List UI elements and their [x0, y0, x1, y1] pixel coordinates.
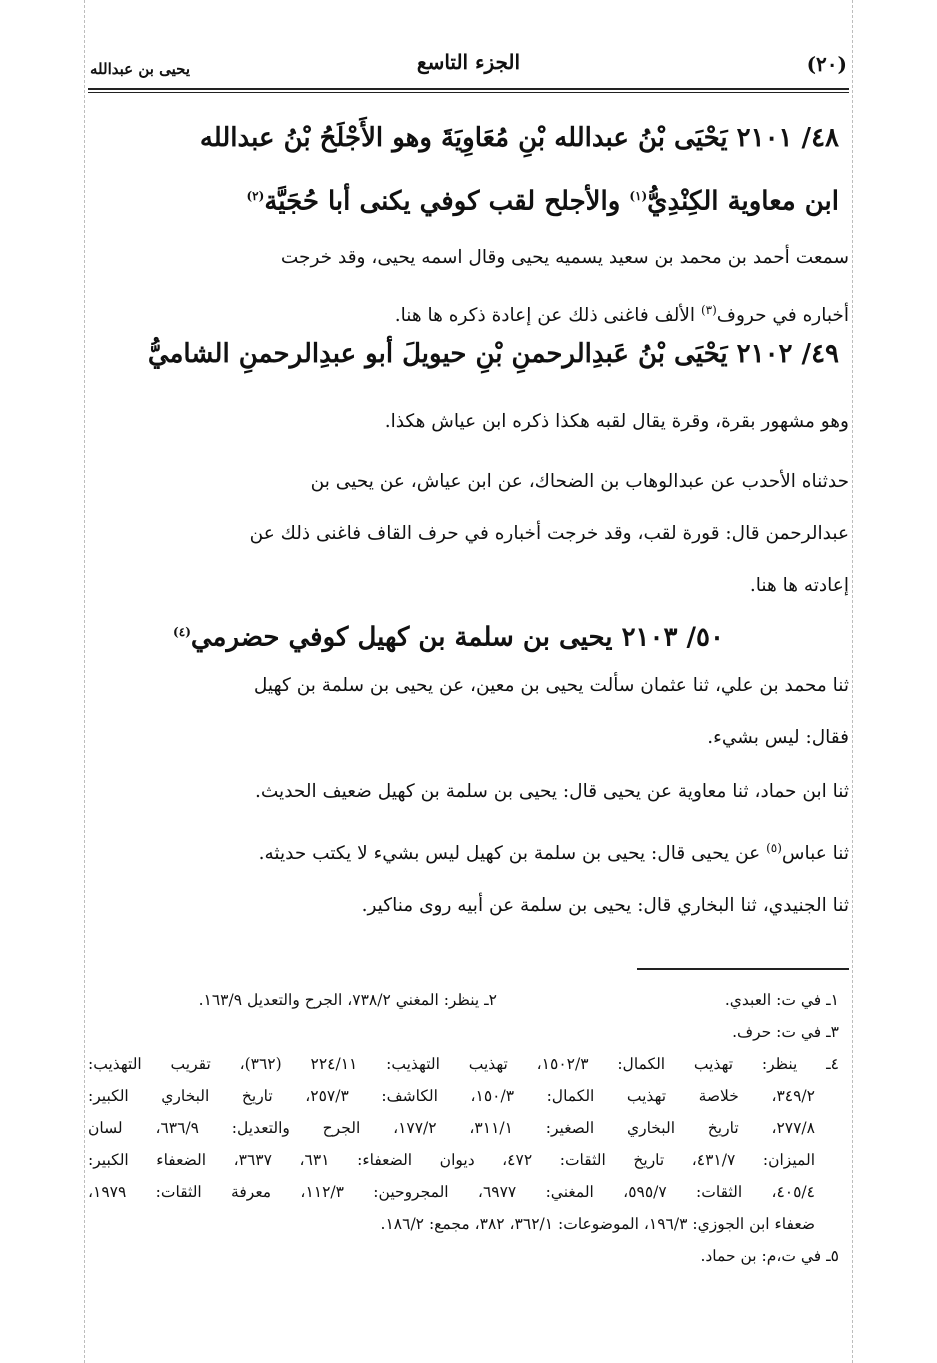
entry-title-49: ٤٩/ ٢١٠٢ يَحْيَى بْنُ عَبدِالرحمنِ بْنِ حيويلَ أبو عبدِالرحمنِ الشاميُّ — [147, 339, 839, 369]
entry-title-48-line1: ٤٨/ ٢١٠١ يَحْيَى بْنُ عبدالله بْنِ مُعَاوِيَةَ وهو الأَجْلَحُ بْنُ عبدالله — [199, 123, 839, 153]
footnote-row-3 — [88, 1016, 849, 1048]
footnote-5: ٥ـ في ت،م: بن حماد. — [700, 1247, 839, 1265]
header-rule-thin — [88, 92, 849, 93]
page-number: (٢٠) — [806, 52, 847, 76]
paragraph-line: عبدالرحمن قال: قورة لقب، وقد خرجت أخباره في حرف القاف فاغنى ذلك عن — [249, 523, 849, 544]
paragraph-line: سمعت أحمد بن محمد بن سعيد يسميه يحيى وقال اسمه يحيى، وقد خرجت — [280, 247, 849, 268]
entry-title-50-text: ٥٠/ ٢١٠٣ يحيى بن سلمة بن كهيل كوفي حضرمي — [190, 622, 724, 653]
footnote-ref-2[interactable]: (٢) — [246, 189, 265, 203]
entry-title-48-line2 — [88, 166, 839, 232]
footnote-4-line: ٣٤٩/٢، خلاصة تهذيب الكمال: ١٥٠/٣، الكاشف: ٢٥٧/٣، تاريخ البخاري الكبير: — [88, 1087, 815, 1105]
entry-title-48-text-rest: والأجلح لقب كوفي يكنى أبا حُجَيَّة — [264, 186, 630, 217]
footnotes — [88, 984, 849, 1272]
footnote-3: ٣ـ في ت: حرف. — [732, 1023, 839, 1041]
footnote-4-line: ٤٠٥/٤، الثقات: ٥٩٥/٧، المغني: ٦٩٧٧، المجروحين: ١١٢/٣، معرفة الثقات: ١٩٧٩، — [88, 1183, 815, 1201]
scan-margin-line-right — [852, 0, 853, 1363]
entry-50-paragraph-2 — [88, 766, 849, 818]
paragraph-text: الألف فاغنى ذلك عن إعادة ذكره ها هنا. — [394, 305, 701, 327]
paragraph-line — [88, 822, 849, 880]
footnote-row-1-2 — [88, 984, 849, 1016]
scan-margin-line-left — [84, 0, 85, 1363]
header-rule — [88, 88, 849, 90]
entry-title-50 — [88, 602, 809, 668]
entry-title-48-text: ابن معاوية الكِنْدِيُّ — [647, 186, 839, 217]
paragraph-line: وهو مشهور بقرة، وقرة يقال لقبه هكذا ذكره ابن عياش هكذا. — [384, 411, 849, 432]
paragraph-line: ثنا ابن حماد، ثنا معاوية عن يحيى قال: يحيى بن سلمة بن كهيل ضعيف الحديث. — [255, 781, 849, 802]
paragraph-line: ثنا محمد بن علي، ثنا عثمان سألت يحيى بن معين، عن يحيى بن سلمة بن كهيل — [253, 675, 849, 696]
paragraph-line: إعادته ها هنا. — [749, 575, 849, 596]
footnote-4-line: ٤ـ ينظر: تهذيب الكمال: ١٥٠٢/٣، تهذيب التهذيب: ٢٢٤/١١ (٣٦٢)، تقريب التهذيب: — [88, 1055, 839, 1073]
footnote-2: ٢ـ ينظر: المغني ٧٣٨/٢، الجرح والتعديل ١٦٣/٩. — [198, 991, 497, 1009]
paragraph-line: حدثناه الأحدب عن عبدالوهاب بن الضحاك، عن ابن عياش، عن يحيى بن — [310, 471, 849, 492]
entry-50-paragraph-1 — [88, 660, 849, 764]
paragraph-line: ثنا الجنيدي، ثنا البخاري قال: يحيى بن سلمة عن أبيه روى مناكير. — [361, 895, 849, 916]
entry-50-paragraph-3 — [88, 822, 849, 880]
paragraph-line: فقال: ليس بشيء. — [707, 727, 849, 748]
footnote-separator — [637, 968, 849, 970]
footnote-ref-4[interactable]: (٤) — [173, 625, 191, 639]
book-page — [88, 0, 849, 1363]
entry-50-paragraph-4 — [88, 880, 849, 932]
part-title: الجزء التاسع — [416, 50, 521, 74]
entry-49-paragraph-2 — [88, 456, 849, 612]
footnote-1: ١ـ في ت: العبدي. — [724, 991, 839, 1009]
paragraph-text: عن يحيى قال: يحيى بن سلمة بن كهيل ليس بشيء لا يكتب حديثه. — [258, 843, 767, 865]
footnote-ref-5[interactable]: (٥) — [766, 841, 782, 855]
footnote-row-5 — [88, 1240, 849, 1272]
page-header — [88, 44, 849, 84]
footnote-ref-3[interactable]: (٣) — [700, 303, 717, 317]
entry-49-paragraph-1 — [88, 396, 849, 448]
paragraph-text: ثنا عباس — [781, 843, 849, 865]
paragraph-text: أخباره في حروف — [716, 305, 849, 327]
footnote-4-line: ضعفاء ابن الجوزي: ١٩٦/٣، الموضوعات: ٣٦٢/١، ٣٨٢، مجمع: ١٨٦/٢. — [380, 1215, 815, 1233]
footnote-4-line: ٢٧٧/٨، تاريخ البخاري الصغير: ٣١١/١، ١٧٧/٢، الجرح والتعديل: ٦٣٦/٩، لسان — [88, 1119, 815, 1137]
footnote-4-line: الميزان: ٤٣١/٧، تاريخ الثقات: ٤٧٢، ديوان الضعفاء: ٦٣١، ٣٦٣٧، الضعفاء الكبير: — [88, 1151, 816, 1169]
footnote-ref-1[interactable]: (١) — [629, 189, 648, 203]
running-title: يحيى بن عبدالله — [90, 60, 191, 78]
